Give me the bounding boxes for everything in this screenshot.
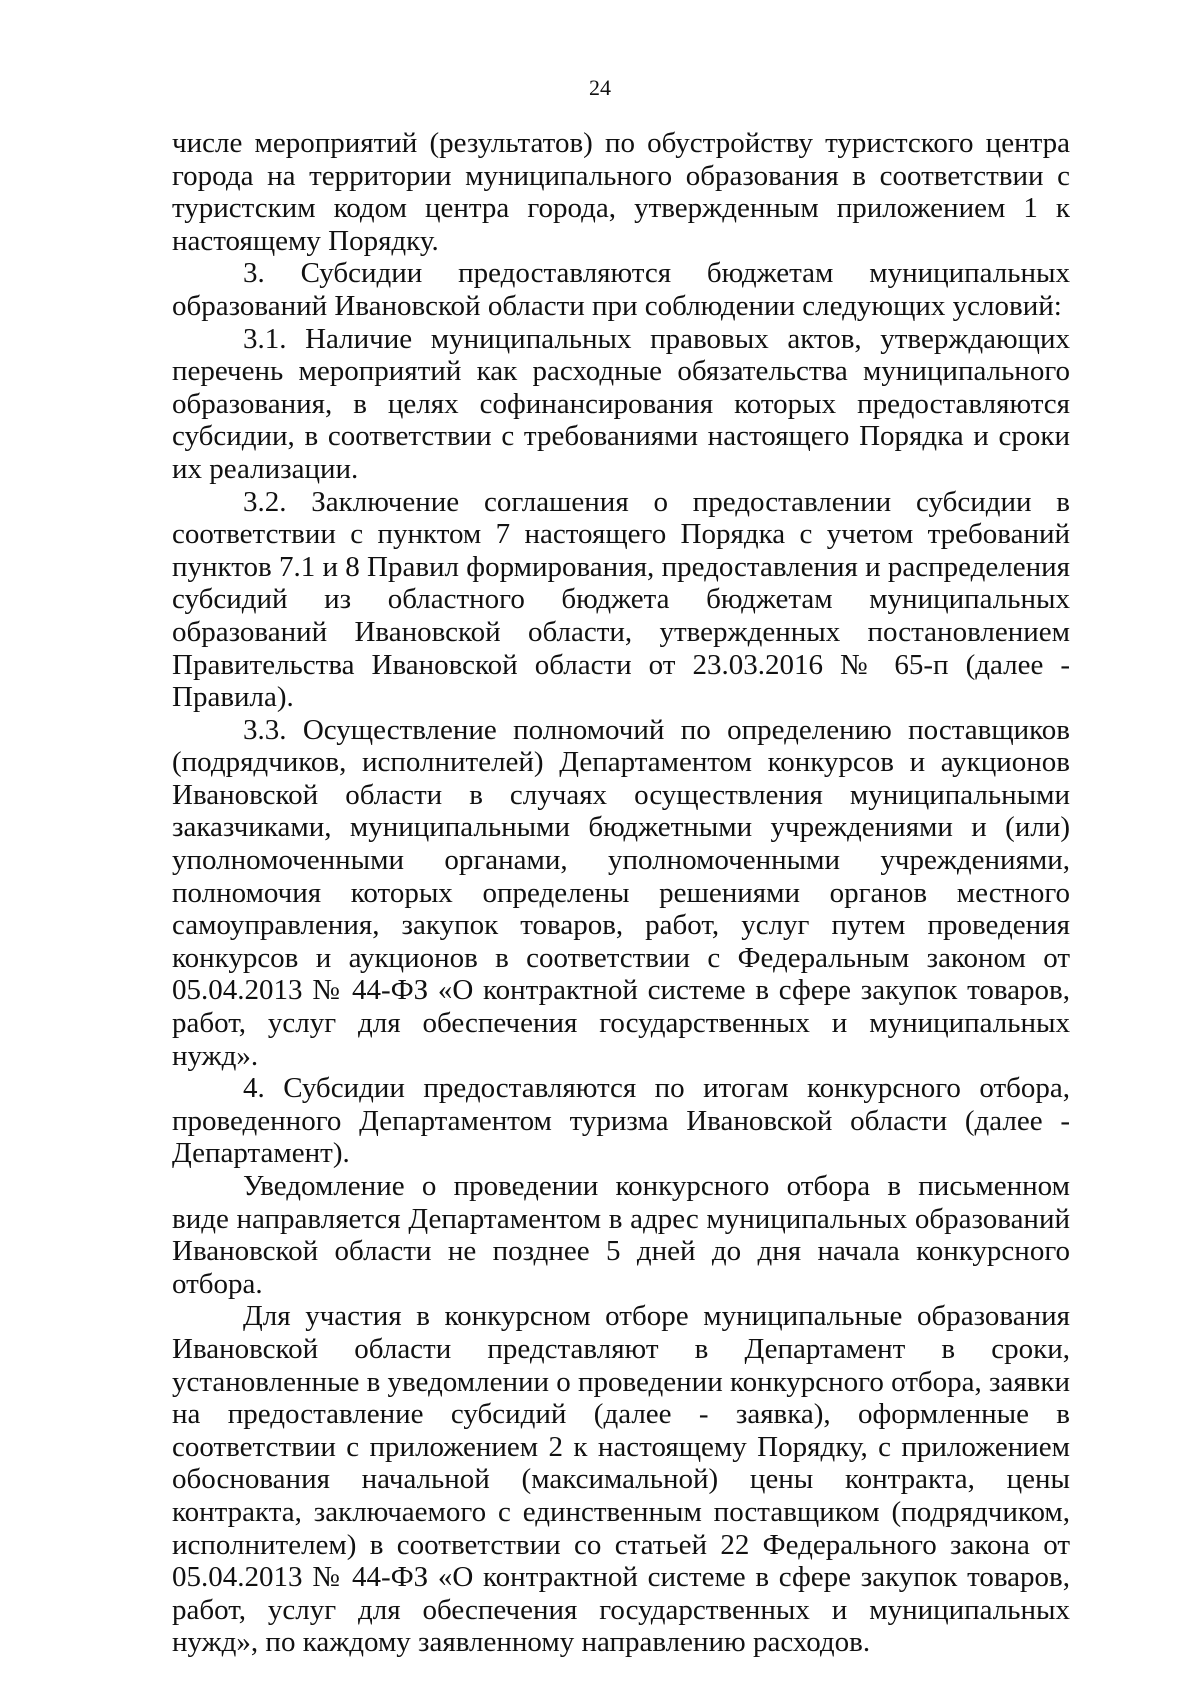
paragraph-item-3-2: 3.2. Заключение соглашения о предоставлении субсидии в соответствии с пунктом 7 настоящего Порядка с учетом требований пунктов 7.1 и 8 Правил формирования, предоставления и распределения субсидий из областного бюджета бюджетам муниципальных образований Ивановской области, утвержденных постановлением Правительства Ивановской области от 23.03.2016 № 65-п (далее - Правила). [172,485,1070,714]
paragraph-item-3-3: 3.3. Осуществление полномочий по определению поставщиков (подрядчиков, исполнителей) Департаментом конкурсов и аукционов Ивановской области в случаях осуществления муниципальными заказчиками, муниципальными бюджетными учреждениями и (или) уполномоченными органами, уполномоченными учреждениями, полномочия которых определены решениями органов местного самоуправления, закупок товаров, работ, услуг путем проведения конкурсов и аукционов в соответствии с Федеральным законом от 05.04.2013 № 44-ФЗ «О контрактной системе в сфере закупок товаров, работ, услуг для обеспечения государственных и муниципальных нужд». [172,713,1070,1072]
document-body [172,127,1070,1659]
paragraph-item-3: 3. Субсидии предоставляются бюджетам муниципальных образований Ивановской области при соблюдении следующих условий: [172,257,1070,322]
paragraph-notification: Уведомление о проведении конкурсного отбора в письменном виде направляется Департаментом в адрес муниципальных образований Ивановской области не позднее 5 дней до дня начала конкурсного отбора. [172,1170,1070,1300]
paragraph-continuation: числе мероприятий (результатов) по обустройству туристского центра города на территории муниципального образования в соответствии с туристским кодом центра города, утвержденным приложением 1 к настоящему Порядку. [172,127,1070,257]
page-number: 24 [589,75,611,100]
paragraph-item-3-1: 3.1. Наличие муниципальных правовых актов, утверждающих перечень мероприятий как расходные обязательства муниципального образования, в целях софинансирования которых предоставляются субсидии, в соответствии с требованиями настоящего Порядка и сроки их реализации. [172,322,1070,485]
paragraph-item-4: 4. Субсидии предоставляются по итогам конкурсного отбора, проведенного Департаментом туризма Ивановской области (далее - Департамент). [172,1072,1070,1170]
paragraph-application: Для участия в конкурсном отборе муниципальные образования Ивановской области представляют в Департамент в сроки, установленные в уведомлении о проведении конкурсного отбора, заявки на предоставление субсидий (далее - заявка), оформленные в соответствии с приложением 2 к настоящему Порядку, с приложением обоснования начальной (максимальной) цены контракта, цены контракта, заключаемого с единственным поставщиком (подрядчиком, исполнителем) в соответствии со статьей 22 Федерального закона от 05.04.2013 № 44-ФЗ «О контрактной системе в сфере закупок товаров, работ, услуг для обеспечения государственных и муниципальных нужд», по каждому заявленному направлению расходов. [172,1300,1070,1659]
